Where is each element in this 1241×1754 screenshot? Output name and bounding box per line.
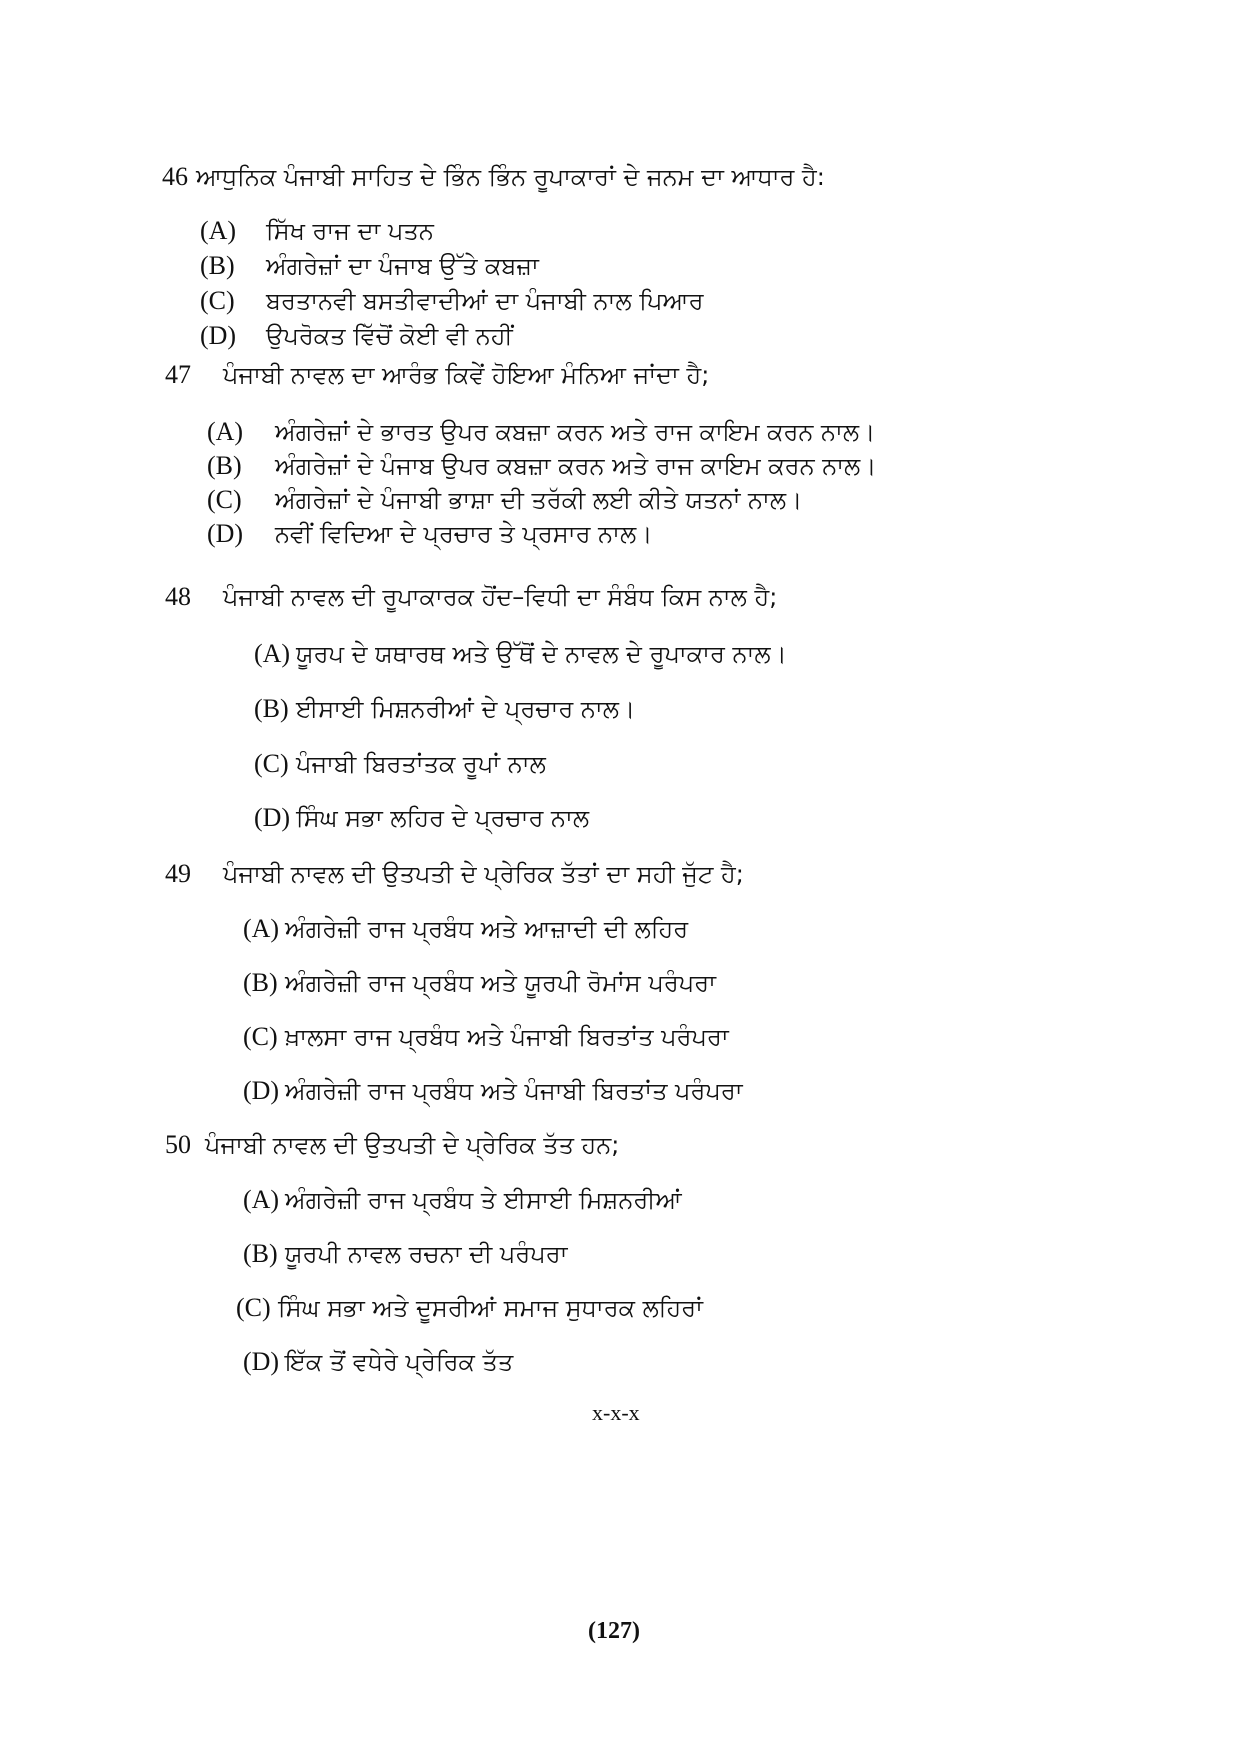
option-text: ਅੰਗਰੇਜ਼ਾਂ ਦੇ ਪੰਜਾਬ ਉਪਰ ਕਬਜ਼ਾ ਕਰਨ ਅਤੇ ਰਾਜ ਕਾਇਮ ਕਰਨ ਨਾਲ। [275, 452, 877, 480]
option-text: ਯੂਰਪੀ ਨਾਵਲ ਰਚਨਾ ਦੀ ਪਰੰਪਰਾ [285, 1240, 568, 1268]
option-text: ਸਿੰਘ ਸਭਾ ਲਹਿਰ ਦੇ ਪ੍ਰਚਾਰ ਨਾਲ [296, 804, 590, 832]
option-label: (B) [207, 451, 242, 480]
option-text: ਨਵੀਂ ਵਿਦਿਆ ਦੇ ਪ੍ਰਚਾਰ ਤੇ ਪ੍ਰਸਾਰ ਨਾਲ। [275, 520, 653, 548]
question-text: ਪੰਜਾਬੀ ਨਾਵਲ ਦੀ ਉਤਪਤੀ ਦੇ ਪ੍ਰੇਰਿਕ ਤੱਤ ਹਨ; [205, 1131, 620, 1159]
option-49-d [243, 1074, 743, 1108]
option-text: ਬਰਤਾਨਵੀ ਬਸਤੀਵਾਦੀਆਂ ਦਾ ਪੰਜਾਬੀ ਨਾਲ ਪਿਆਰ [266, 287, 704, 315]
option-46-c [200, 284, 703, 318]
option-text: ਅੰਗਰੇਜ਼ਾਂ ਦੇ ਭਾਰਤ ਉਪਰ ਕਬਜ਼ਾ ਕਰਨ ਅਤੇ ਰਾਜ ਕਾਇਮ ਕਰਨ ਨਾਲ। [275, 418, 876, 446]
option-50-c [236, 1291, 703, 1325]
option-46-b [200, 249, 539, 283]
question-text: ਪੰਜਾਬੀ ਨਾਵਲ ਦੀ ਰੂਪਾਕਾਰਕ ਹੋਂਦ–ਵਿਧੀ ਦਾ ਸੰਬੰਧ ਕਿਸ ਨਾਲ ਹੈ; [223, 583, 778, 611]
end-mark: x-x-x [592, 1400, 640, 1425]
option-47-d [207, 517, 652, 551]
option-50-b [243, 1237, 567, 1271]
question-number: 47 [165, 360, 191, 389]
question-number: 46 [162, 162, 188, 191]
option-49-c [243, 1020, 729, 1054]
question-number: 49 [165, 859, 191, 888]
question-48 [165, 580, 777, 614]
option-label: (B) [200, 251, 235, 280]
option-label: (C) [236, 1293, 271, 1322]
option-text: ਅੰਗਰੇਜ਼ੀ ਰਾਜ ਪ੍ਰਬੰਧ ਅਤੇ ਯੂਰਪੀ ਰੋਮਾਂਸ ਪਰੰਪਰਾ [285, 969, 716, 997]
question-text: ਪੰਜਾਬੀ ਨਾਵਲ ਦੀ ਉਤਪਤੀ ਦੇ ਪ੍ਰੇਰਿਕ ਤੱਤਾਂ ਦਾ ਸਹੀ ਜੁੱਟ ਹੈ; [223, 860, 744, 888]
option-label: (B) [243, 1239, 278, 1268]
question-text: ਪੰਜਾਬੀ ਨਾਵਲ ਦਾ ਆਰੰਭ ਕਿਵੇਂ ਹੋਇਆ ਮੰਨਿਆ ਜਾਂਦਾ ਹੈ; [223, 361, 710, 389]
question-49 [165, 857, 744, 891]
option-text: ਅੰਗਰੇਜ਼ੀ ਰਾਜ ਪ੍ਰਬੰਧ ਤੇ ਈਸਾਈ ਮਿਸ਼ਨਰੀਆਂ [285, 1186, 682, 1214]
option-text: ਅੰਗਰੇਜ਼ਾਂ ਦੇ ਪੰਜਾਬੀ ਭਾਸ਼ਾ ਦੀ ਤਰੱਕੀ ਲਈ ਕੀਤੇ ਯਤਨਾਂ ਨਾਲ। [275, 486, 803, 514]
option-50-d [243, 1345, 513, 1379]
option-label: (A) [243, 914, 280, 943]
option-text: ਸਿੱਖ ਰਾਜ ਦਾ ਪਤਨ [266, 217, 434, 245]
option-label: (C) [207, 485, 242, 514]
option-text: ਅੰਗਰੇਜ਼ੀ ਰਾਜ ਪ੍ਰਬੰਧ ਅਤੇ ਆਜ਼ਾਦੀ ਦੀ ਲਹਿਰ [285, 915, 689, 943]
question-text: ਆਧੁਨਿਕ ਪੰਜਾਬੀ ਸਾਹਿਤ ਦੇ ਭਿੰਨ ਭਿੰਨ ਰੂਪਾਕਾਰਾਂ ਦੇ ਜਨਮ ਦਾ ਆਧਾਰ ਹੈ: [195, 163, 825, 191]
option-46-d [200, 319, 513, 353]
option-48-a [254, 637, 787, 671]
option-label: (D) [207, 519, 244, 548]
option-label: (A) [200, 216, 237, 245]
option-49-a [243, 912, 688, 946]
option-48-d [254, 801, 589, 835]
option-48-b [254, 692, 635, 726]
option-label: (C) [254, 749, 289, 778]
option-label: (D) [200, 321, 237, 350]
option-48-c [254, 747, 546, 781]
option-49-b [243, 966, 716, 1000]
option-46-a [200, 214, 434, 248]
option-47-c [207, 483, 802, 517]
option-label: (A) [254, 639, 291, 668]
option-label: (D) [243, 1076, 280, 1105]
option-label: (C) [200, 286, 235, 315]
option-text: ਇੱਕ ਤੋਂ ਵਧੇਰੇ ਪ੍ਰੇਰਿਕ ਤੱਤ [285, 1348, 514, 1376]
option-label: (A) [207, 417, 244, 446]
option-50-a [243, 1183, 682, 1217]
option-label: (D) [243, 1347, 280, 1376]
option-text: ਅੰਗਰੇਜ਼ਾਂ ਦਾ ਪੰਜਾਬ ਉੱਤੇ ਕਬਜ਼ਾ [266, 252, 539, 280]
option-label: (D) [254, 803, 291, 832]
option-label: (C) [243, 1022, 278, 1051]
question-number: 50 [165, 1130, 191, 1159]
option-text: ਖ਼ਾਲਸਾ ਰਾਜ ਪ੍ਰਬੰਧ ਅਤੇ ਪੰਜਾਬੀ ਬਿਰਤਾਂਤ ਪਰੰਪਰਾ [285, 1023, 729, 1051]
question-46 [162, 160, 825, 194]
option-label: (B) [243, 968, 278, 997]
option-47-a [207, 415, 875, 449]
page-number: (127) [588, 1618, 640, 1644]
option-text: ਈਸਾਈ ਮਿਸ਼ਨਰੀਆਂ ਦੇ ਪ੍ਰਚਾਰ ਨਾਲ। [296, 695, 636, 723]
option-text: ਸਿੰਘ ਸਭਾ ਅਤੇ ਦੂਸਰੀਆਂ ਸਮਾਜ ਸੁਧਾਰਕ ਲਹਿਰਾਂ [278, 1294, 703, 1322]
option-label: (B) [254, 694, 289, 723]
option-text: ਯੂਰਪ ਦੇ ਯਥਾਰਥ ਅਤੇ ਉੱਥੋਂ ਦੇ ਨਾਵਲ ਦੇ ਰੂਪਾਕਾਰ ਨਾਲ। [296, 640, 787, 668]
question-50 [165, 1128, 619, 1162]
option-47-b [207, 449, 876, 483]
question-47 [165, 358, 709, 392]
option-text: ਅੰਗਰੇਜ਼ੀ ਰਾਜ ਪ੍ਰਬੰਧ ਅਤੇ ਪੰਜਾਬੀ ਬਿਰਤਾਂਤ ਪਰੰਪਰਾ [285, 1077, 743, 1105]
option-label: (A) [243, 1185, 280, 1214]
option-text: ਪੰਜਾਬੀ ਬਿਰਤਾਂਤਕ ਰੂਪਾਂ ਨਾਲ [296, 750, 546, 778]
option-text: ਉਪਰੋਕਤ ਵਿੱਚੋਂ ਕੋਈ ਵੀ ਨਹੀਂ [266, 322, 513, 350]
question-number: 48 [165, 582, 191, 611]
